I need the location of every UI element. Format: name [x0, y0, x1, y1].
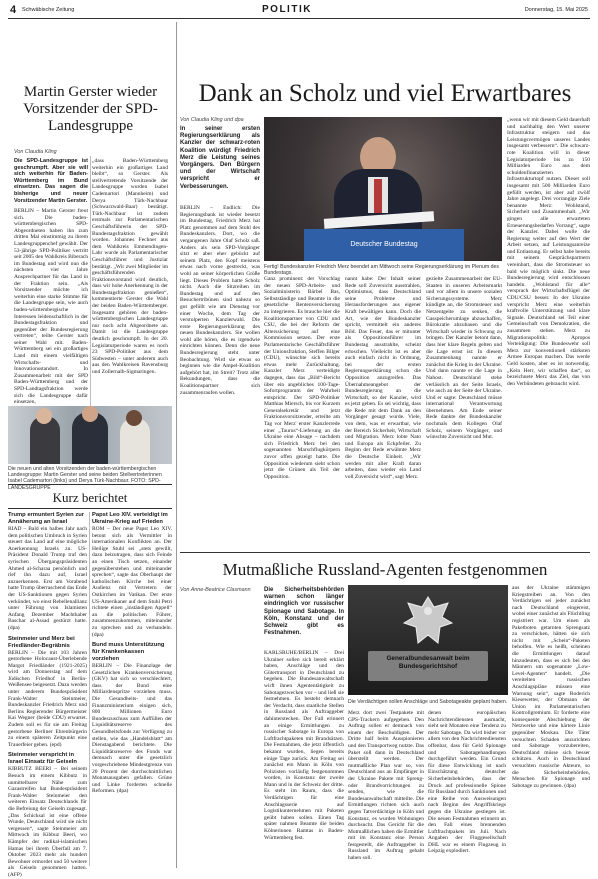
- gerster-body-b: „dass Baden-Württemberg weiterhin ein großartiges Land bleibt“, so Gerster. Als stellvertretende Vorsitzende der Landesgruppe wurden Isabel Cademartori (Mannheim) und Derya Türk-Nachbaur (Schwarzwald-Baar) bestätigt. Türk-Nachbaur ist zudem erstmals zur Parlamentarischen Geschäftsführerin der SPD-Bundestagsfraktion gewählt worden. Johannes Fechner aus dem Wahlkreis Emmendingen-Lahr wurde als Parlamentarischer Geschäftsführer und Justiziar bestätigt. „Wir zwei Mitglieder im geschäftsführenden Fraktionsvorstand wird deutlich, dass wir hohe Anerkennung in der Bundestagsfraktion genießen“, kommentierte Gerster die Wahl der beiden Baden-Württemberger. Insgesamt gehören der baden-württembergischen Landesgruppe nur noch acht Abgeordnete an. Damit ist die Landesgruppe deutlich geschrumpft. In der 20. Legislaturperiode waren es noch 23 SPD-Politiker aus dem Südwesten – unter anderem auch aus den Wahlkreisen Ravensburg und Zollernalb-Sigmaringen.: [92, 158, 168, 375]
- merz-col-5: „wenn wir mit diesem Geld dauerhaft und nachhaltig den Wert unserer Infrastruktur steigern und das Leistungsvermögen unseres Landes insgesamt verbessern“. Die schwarz-rote Koalition will in dieser Legislaturperiode bis zu 150 Milliarden Euro aus dem schuldenfinanzierten Infrastrukturtopf nutzen. Dieser soll insgesamt mit 500 Milliarden Euro gefüllt werden, ist aber auf zwölf Jahre angelegt. Drei vorrangige Ziele benannte Merz: Wohlstand, Sicherheit und Zusammenhalt. „Wir gingen alle erwarteten Erneuerungsbedarfen Vorrang“, sagte der Kanzler. Dabei wolle die Regierung weiter auf den Wert der Arbeit setzen, auf Leistungsanreize und Entlastung. Er selbst habe bereits mit seinem Gesprächspartnern vereinbart, dass die Stromsteuer so bald wie möglich sinkt. Die neue Bundesregierung wird entschlossen handeln. „Wohlstand für alle“ versprach der Wirtschaftsflügel der CDU/CSU besser. In der Ukraine verspricht Merz eine weiterhin kraftvolle Unterstützung und klare Signale. Deutschland sei Teil einer Gemeinschaft von Demokratien, die zusammen stehen. Merz zu Migrationspolitik: Apropos Verteidigung: Die Bundeswehr soll Merz zur konventionell stärksten Armee Europas machen. Das werde Geld kosten, aber es ist notwendig. „Kein Herr, wir schaffen das“, so bezeichnete Merz das Ziel, das von den Verbündeten gebraucht wird.: [507, 117, 590, 387]
- spy-headline: Mutmaßliche Russland-Agenten festgenommen: [222, 560, 548, 579]
- gerster-body-a: BERLIN – Martin Gerster freut sich. Die baden-württembergischen SPD-Abgeordneten haben ihn zum dritten Mal einstimmig zu ihrem Landesgruppenchef gewählt. Der 53-jährige SPD-Politiker vertritt seit 2005 den Wahlkreis Biberach im Bundestag und wird nun die nächsten vier Jahre Ansprechpartner für das Land in der Fraktion sein. „Als Vorsitzender möchte ich weiterhin eine starke Stimme für die Landesgruppe sein, wie auch baden-württembergische Interessen leidenschaftlich in der Bundestagsfraktion und gegenüber der Bundesregierung vertreten“, teilte Gerster nach seiner Wahl mit. Baden-Württemberg sei ein großartiges Land mit einem vielfältigen Wirtschafts- und Innovationsstandort. In Zusammenarbeit mit der SPD Baden-Württemberg und der SPD-Landtagsfraktion werde sich die Landesgruppe dafür einsetzen,: [14, 208, 88, 406]
- eagle-emblem: [400, 593, 456, 649]
- kurz-top-rule: [8, 484, 172, 485]
- page-column-divider: [176, 22, 177, 868]
- page-number: 4: [10, 4, 17, 16]
- kurz-heading-rule: [8, 508, 172, 509]
- merz-col-4: gezielte Zusammenarbeit der EU-Staaten in unseren Arbeitsmarkt und vor allem in unsere sozialen Sicherungssysteme. Merz kündigte an, die Stromsteuer und Netzentgelte zu senken, die Gasspeicherumlage abzuschaffen, Bürokratie abzubauen und die Wirtschaft wieder in Schwung zu bringen. Der Kanzler betont dann, dass hier klare Regeln gelten und die Lage ernst ist: In diesem Zusammenhang nannte er zunächst die Krieg in der Ukraine. Und dann nannte er die Lage in Nahost. Deutschland stehe verlässlich an der Seite Israels, wie auch an der Seite der Ukraine. Und er sagte: Deutschland müsse international Verantwortung übernehmen. Am Ende seiner Rede dankte der Bundeskanzler nochmals dem Kollegen Olaf Scholz, seinem Vorgänger, und wünschte Zuversicht und Mut.: [426, 276, 502, 441]
- kurz-col-right: [92, 512, 172, 795]
- kurz-heading: Kurz berichtet: [52, 490, 128, 505]
- merz-caption: Fertig! Bundeskanzler Friedrich Merz beendet am Mittwoch seine Regierungserklärung im Plenum des Bundestags.: [264, 264, 499, 277]
- spy-col-4: aus der Ukraine stämmigen Kriegstreiben an. Von den Verdächtigen sei jeder zunächst nach Deutschland eingereist, wobei einer zunächst als Flüchtling registriert war. Um einen als Paketboten getarnten Sprengsatz zu verschicken, hätten sie sich nicht mit „Schein“-Paketen beholfen. Wie es heißt, scheinen die Ermittlungen darauf hinzudeuten, dass es sich bei den Männern um sogenannte „Low-Level-Agenten“ handelt. „Die vereitelten russischen Anschlagspläne müssen eine Warnung sein“, sagte Roderich Kiesewetter, der Obmann der Union im Parlamentarischen Kontrollgremium. Er forderte eine konsequente Abschiebung der Netzwerke und eine härtere Linie gegenüber Moskau. Die Täter versuchten Schaden anzurichten und Sabotage vorzubereiten, Deutschland müsse sich besser schützen. Auch in Deutschland versuchten russische Akteure, so die Sicherheitsbehörden, Menschen für Spionage und Sabotage zu gewinnen. (dpa): [512, 585, 590, 789]
- kurz-item-text: ROM – Der neue Papst Leo XIV. betont sich als Vermittler in internationalen Konflikten an. Der Heilige Stuhl sei „stets gewillt, dazu beizutragen, dass sich Feinde an einen Tisch setzen, einander gegenüberstehen und miteinander sprechen“, sagte das Oberhaupt der katholischen Kirche bei einer Audienz mit Vertretern der Ostkirchen im Vatikan. Der erste US-Amerikaner auf dem Stuhl Petri richtete einen „inständigen Appell“ an die politischen Führer, zusammenzukommen, miteinander zu sprechen und zu verhandeln. (dpa): [92, 526, 172, 638]
- kurz-item-title: Steinmeier verspricht in Israel Einsatz für Geiseln: [8, 752, 77, 766]
- kurz-item-title: Papst Leo XIV. verteidigt im Ukraine-Krieg auf Frieden: [92, 512, 168, 525]
- spy-caption: Die Verdächtigen sollen Anschläge und Sabotageakte geplant haben.: [348, 699, 508, 705]
- gerster-photo: [8, 406, 172, 464]
- merz-col-3: nannt habe: Der Inhalt seiner Rede soll Zuversicht ausstrahlen, Optimismus, dass Deutschland seine Probleme und Herausforderungen aus eigener Kraft bewältigen kann. Doch die Art, wie der Bundeskanzler spricht, vermittelt ein anderes Bild. Das Feuer, das er mitunter als Oppositionsführer im Bundestag ausstrahlte, scheint erloschen. Vielleicht ist es aber auch einfach nicht in Ordnung, bei der ersten Regierungserklärung schon die Opposition anzugreifen. Das Übernahmeangebot der Bundesregierung an die Wirtschaft, so der Kanzler, wird es jetzt geben. Es sei wichtig, dass die Rede mit dem Dank an den Vorgänger gesagt wurde. Viele, von dem, was er erwartbar, wie der Bereich Sicherheit, Wirtschaft und Migration. Merz lobte Nato und Europa als Eckpfeiler. Zu Beginn der Rede erwähnte Merz die Deutsche Einheit. „Wir werden mit aller Kraft daran arbeiten, dass wieder ein Land voll Zuversicht wird“, sagt Merz.: [345, 276, 421, 480]
- kurz-divider: [89, 512, 90, 866]
- header-rule: [8, 18, 590, 19]
- issue-date: Donnerstag, 15. Mai 2025: [524, 7, 588, 13]
- lectern-label: Deutscher Bundestag: [350, 241, 418, 248]
- spy-author: Von Anne-Beatrice Clasmann: [180, 587, 251, 593]
- kurz-col-left: [8, 512, 87, 879]
- kurz-item-title: Bund muss Unterstützung für Krankenkassen vorziehen: [92, 642, 165, 663]
- kurz-item-title: Trump ermuntert Syrien zur Annäherung an Israel: [8, 512, 85, 525]
- section-title: POLITIK: [262, 4, 312, 15]
- gerster-caption: Die neuen und alten Vorsitzenden der baden-württembergischen Landesgruppe: Martin Gerster und seine beiden Stellvertreterinnen Isabel Cademartori (links) und Derya Türk-Nachbaur. FOTO: SPD-LANDESGRUPPE: [8, 466, 162, 491]
- merz-lead: In seiner ersten Regierungserklärung als Kanzler der schwarz-roten Koalition würdigt Friedrich Merz die Leistung seines Vorgängers. Den Bürgern und der Wirtschaft verspricht er Verbesserungen.: [180, 126, 260, 190]
- kurz-item-text: KIBBUTZ BEERI – Bei seinem Besuch im einem Kibbutz in unmittelbarer Nähe zum Gazastreifen hat Bundespräsident Frank-Walter Steinmeier den weiteren Einsatz Deutschlands für die Befreiung der Geiseln zugesagt. „Das Schicksal ist eine offene Wunde, Deutschland wird sie nicht vergessen“, sagte Steinmeier am Mittwoch im Kibbuz Beeri, wo Kämpfer der radikal-islamischen Hamas bei ihrem Überfall am 7. Oktober 2023 mehr als hundert Bewohner ermordet und 50 weitere als Geiseln genommen hatten. (AFP): [8, 766, 87, 878]
- kurz-item-text: BERLIN – Die mit 103 Jahren gestorbene Holocaust-Überlebende Margot Friedländer (1921-2025) wird am Donnerstag auf dem Jüdischen Friedhof in Berlin-Weißensee beigesetzt. Dazu werden unter anderem Bundespräsident Frank-Walter Steinmeier, Bundeskanzler Friedrich Merz und Berlins Regierender Bürgermeister Kai Wegner (beide CDU) erwartet. Zudem soll es für sie am Freitag gestorbene Berliner Ehrenbürgerin zu einem späteren Zeitpunkt eine Trauerfeier geben. (epd): [8, 649, 87, 748]
- kurz-item-text: RIAD – Bald ein halbes Jahr nach dem politischen Umbruch in Syrien steuert das Land auf eine mögliche Anerkennung Israels zu. US-Präsident Donald Trump traf den syrischen Übergangspräsidenten Ahmed al-Scharaa persönlich und rief ihn dazu auf, Israel anzuerkennen. Erst am Vorabend hatte Trump überraschend das Ende der US-Sanktionen gegen Syrien verkündet, wo einst Rebellenallianz unter Führung von Islamisten Anfang Dezember Machthaber Baschar al-Assad gestürzt hatte. (dpa): [8, 526, 87, 631]
- gerster-headline: Martin Gerster wieder Vorsitzender der SPD-Landesgruppe: [23, 84, 158, 134]
- kurz-item-text: BERLIN – Die Finanzlage der Gesetzlichen Krankenversicherung (GKV) hat sich so verschlechtert, dass der Bund eine Milliardenspritze vorziehen muss. Die Gesundheits- und das Finanzministerium einigen sich, 800 Millionen Euro Bundeszuschuss zum Auffüllen der Liquiditätsreserve des Gesundheitsfonds zur Verfügung zu stellen, wie das „Handelsblatt“ am Dienstagabend berichtete. Die Liquiditätsreserve des Fonds war demnach unter die gesetzlich vorgeschriebene Mindestgrenze von 20 Prozent der durchschnittlichen Monatsausgaben gefallen. Grüne und Linke forderten schnelle Reformen. (dpa): [92, 663, 172, 795]
- spy-col-1: KARLSRUHE/BERLIN – Drei Ukrainer sollen sich bereit erklärt haben, Anschläge und den Gütertransport in Deutschland zu begehen. Die Bundesanwaltschaft wirft ihnen Agententätigkeit zu Sabotagezwecken vor – und ließ sie festnehmen. Es besteht demnach der Verdacht, dass staatliche Stellen in Russland als Auftraggeber dahinterstecken. Der Fall erinnert an einige Ermittlungen zu russischer Sabotage in Europa von Luftfrachtpaketen mit Brandsätzen. Die Festnahmen, die jetzt öffentlich bekannt wurden, liegen bereits einige Tage zurück. Am Freitag sei zunächst ein Mann in Köln von Polizisten vorläufig festgenommen worden, in Konstanz der zweite Mann und in der Schweiz der dritte. Es steht im Raum, dass die Verdächtigen für eine Anschlagsserie auf Logistikunternehmen mit Paketen geübt haben sollen. Einen Tag später nahmen Beamte die beiden Kölnerinnen Ramtas in Baden-Württemberg fest.: [264, 650, 344, 841]
- column-divider: [90, 156, 91, 406]
- kurz-item-title: Steinmeier und Merz bei Friedländer-Begräbnis: [8, 635, 75, 649]
- merz-col-1: BERLIN – Endlich: Die Regierungsbank ist wieder besetzt im Bundestag, Friedrich Merz hat Platz genommen auf dem Stuhl des Bundeskanzlers. Dort, wo die vergangenen Jahre Olaf Scholz saß. Anders als sein SPD-Vorgänger sitzt er aber eher gebückt auf seinem Platz, den Kopf meistens etwas nach vorne gestreckt, was wohl an seiner körperlichen Größe liegt. Dieses Problem hatte Scholz nicht. Auch die Sitzreihen im Bundestag und auf den Besuchertribünen sind nahezu so gut gefüllt wie am Dienstag vor einer Woche, dem Tag der verstolperten Kanzlerwahl. Die erste Regierungserklärung des neuen Bundeskanzlers. Sie wollen wohl alle hören, die es irgendwie einrichten können. Denn die neue Bundesregierung steht unter Beobachtung. Wird sie etwas so beginnen wie die Ampel-Koalition aufgehört hat, im Streit? Trotz aller Bekundungen, dass die Koalitionspartner sich zusammenraufen wollen.: [180, 205, 260, 396]
- spy-top-rule: [180, 552, 590, 553]
- merz-col-2: Ganz prominent: der Vorschlag der neuen SPD-Arbeits- und Sozialministerin Bärbel Bas, Selbstständige und Beamte in die gesetzliche Rentenversicherung zu integrieren. Es brauche hier die Koalitionspartner von CDU und CSU, die bei der Reform der Alterssicherung auf eine Kommission setzen. Der erste Parlamentarische Geschäftsführer der Unionsfraktion, Steffen Bilger (CDU), wünschte sich bereits etwas mehr Zurückhaltung. Kanzler Merz verteidigte dagegen, dass das „Bild“-Bericht über ein angebliches 100-Tage-Sofortprogramm der Wahrheit entspricht. Der SPD-Politiker Matthias Miersch, bis vor Kurzem Generalsekretär und jetzt Fraktionsvorsitzender, erteilte am Tag vor Merz' erster Kanzlerrede einer „Taurus“-Lieferung an die Ukraine eine Absage – nachdem sich Friedrich Merz bei den sogenannten Marschflugkörpern zuvor offen gezeigt hatte. Die Opposition wiederum sieht schon jetzt die Grünen als Teil der Opposition.: [264, 276, 340, 480]
- paper-name: Schwäbische Zeitung: [22, 7, 75, 13]
- sign-label: Generalbundesanwalt beim Bundesgerichtshof: [386, 655, 470, 670]
- spy-col-3: denen europäischen Nachrichtendiensten ausmacht, sieht seit Monaten eine Tendenz zu mehr Sabotage. Da wird bisher vor allem von den Nachrichtendiensten offenbar, dass für Geld Spionage und Sabotagehandlungen durchgeführt werden. Ein Grund für diese Entwicklung ist nach Einschätzung deutscher Sicherheitsbehörden, dass der Druck auf professionelle Spione für Russland durch Sanktionen und eine Reihe von Ausweisungen nach Beginn des Angriffskriegs gegen die Ukraine gestiegen ist. Die neuen Festnahmen erinnern an den Fall eines brennenden Luftfrachtpakets im Juli. Nach Angaben der Fluggesellschaft DHL war es einem Flugzeug in Leipzig explodiert.: [428, 710, 506, 855]
- merz-author: Von Claudia Kling und dpa: [180, 117, 244, 123]
- merz-photo: [264, 117, 502, 261]
- spy-lead: Die Sicherheitsbehörden warnen schon länger eindringlich vor russischer Spionage und Sabotage. In Köln, Konstanz und der Schweiz gibt es Festnahmen.: [264, 587, 344, 637]
- gerster-author: Von Claudia Kling: [14, 149, 57, 155]
- spy-photo: [348, 585, 508, 695]
- spy-col-2: Merz dort zwei Testpakete mit GPS-Trackern aufgegeben. Den Auftrag sollen er demnach von einem der Beschuldigten. Der Dritte half beim Ausspionieren und den Transportweg nutzte. Das Paket soll dann in Deutschland überstellt werden. Der mutmaßliche Plan war so, von Deutschland aus an Empfänger in der Ukraine Pakete mit Spreng- oder Brandvorrichtungen zu senden, wie die Bundesanwaltschaft mitteilte. Die Ermittlungen richten sich auch gegen Tatverdächtige in Köln und Konstanz, es wurden Wohnungen durchsucht. Das Gericht für die Mutmaßlichen haben die Ermittler mit im Konstanz eine Person festgestellt, die Auftraggeber in Russland im Auftrag gehabt haben soll.: [348, 710, 424, 862]
- gerster-lead: Die SPD-Landesgruppe ist geschrumpft. Aber sie will sich weiterhin für Baden-Württemberg im Bund einsetzen. Das sagen die bisherige und neuer Vorsitzender Martin Gerster.: [14, 158, 88, 204]
- merz-headline: Dank an Scholz und viel Erwartbares: [198, 80, 572, 107]
